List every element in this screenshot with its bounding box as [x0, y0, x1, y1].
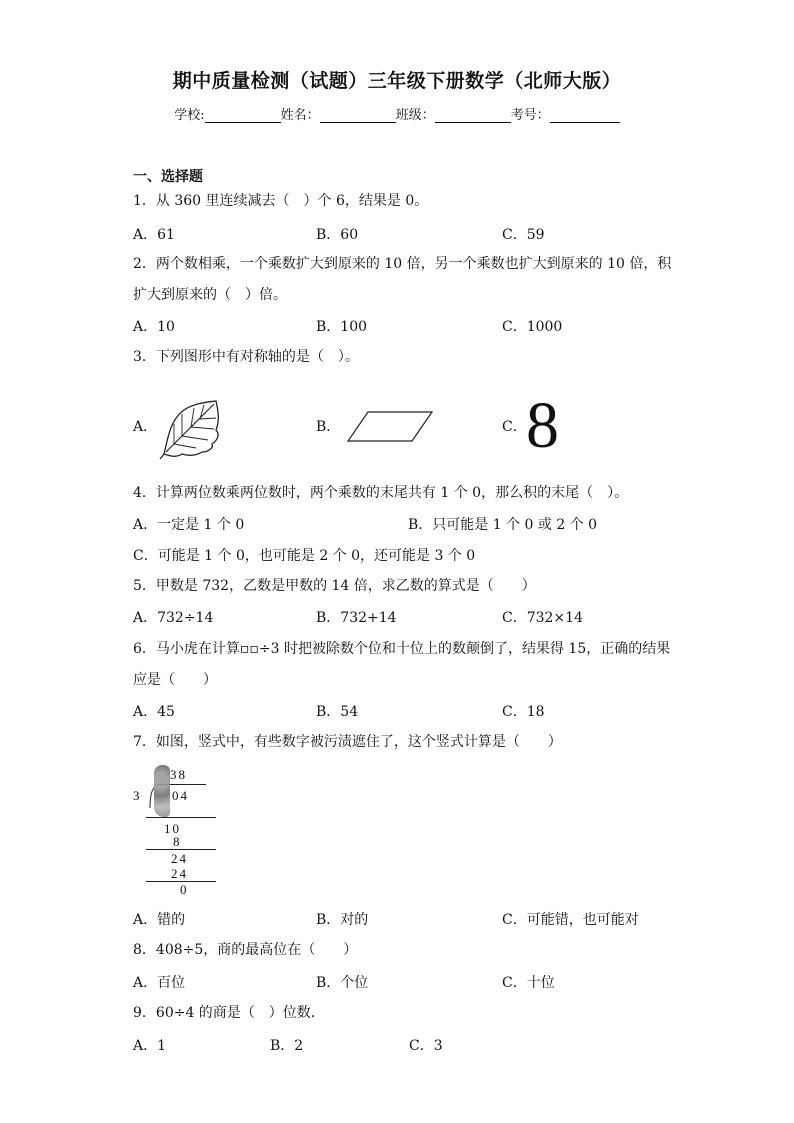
q4-option-c: C．可能是 1 个 0，也可能是 2 个 0，还可能是 3 个 0	[133, 548, 476, 564]
q5-option-b: B．732+14	[316, 610, 397, 626]
q6-option-a: A．45	[133, 704, 175, 720]
division-line-1	[146, 817, 216, 818]
division-step-1: 10	[164, 821, 181, 836]
school-label: 学校:	[174, 108, 205, 123]
number-label: 考号：	[510, 108, 550, 123]
q4-option-b: B．只可能是 1 个 0 或 2 个 0	[408, 517, 598, 533]
q7-option-b: B．对的	[316, 912, 369, 928]
question-2-line2: 扩大到原来的（ ）倍。	[133, 287, 287, 303]
question-1: 1．从 360 里连续减去（ ）个 6，结果是 0。	[133, 193, 429, 209]
q7-option-a: A．错的	[133, 912, 186, 928]
school-blank	[205, 108, 281, 123]
q3-option-a: A．	[133, 419, 158, 435]
parallelogram-figure	[346, 410, 436, 444]
q7-option-c: C．可能错，也可能对	[502, 912, 639, 928]
class-blank	[435, 108, 511, 123]
q8-option-a: A．百位	[133, 975, 186, 991]
division-quotient: 38	[170, 767, 187, 782]
question-2-line1: 2．两个数相乘，一个乘数扩大到原来的 10 倍，另一个乘数也扩大到原来的 10 倍，积	[133, 256, 672, 272]
division-step-4: 24	[171, 866, 188, 881]
question-4: 4．计算两位数乘两位数时，两个乘数的末尾共有 1 个 0，那么积的末尾（ ）。	[133, 485, 629, 501]
q8-option-c: C．十位	[502, 975, 555, 991]
division-step-2: 8	[173, 834, 180, 849]
division-divisor: 3	[133, 788, 140, 803]
q9-option-b: B．2	[270, 1038, 304, 1054]
student-info-line	[0, 104, 794, 123]
q5-option-a: A．732÷14	[133, 610, 214, 626]
division-step-3: 24	[171, 851, 188, 866]
question-6-line1: 6．马小虎在计算▫▫÷3 时把被除数个位和十位上的数颠倒了，结果得 15，正确的结果	[133, 641, 671, 657]
question-7: 7．如图，竖式中，有些数字被污渍遮住了，这个竖式计算是（ ）	[133, 734, 562, 750]
division-remainder: 0	[180, 882, 187, 897]
question-6-line2: 应是（ ）	[133, 672, 217, 688]
division-dividend: 04	[172, 788, 189, 803]
q3-option-c: C．	[502, 419, 527, 435]
q2-option-c: C．1000	[502, 319, 563, 335]
q2-option-b: B．100	[316, 319, 368, 335]
q1-option-a: A．61	[133, 227, 175, 243]
section-title: 一、选择题	[133, 169, 203, 185]
question-8: 8．408÷5，商的最高位在（ ）	[133, 942, 358, 958]
question-5: 5．甲数是 732，乙数是甲数的 14 倍，求乙数的算式是（ ）	[133, 578, 536, 594]
q8-option-b: B．个位	[316, 975, 369, 991]
page-title: 期中质量检测（试题）三年级下册数学（北师大版）	[172, 70, 622, 92]
name-blank	[320, 108, 396, 123]
q4-option-a: A．一定是 1 个 0	[133, 517, 245, 533]
q3-option-b: B．	[316, 419, 341, 435]
q9-option-c: C．3	[409, 1038, 443, 1054]
q6-option-b: B．54	[316, 704, 359, 720]
stain-blot	[154, 765, 170, 817]
question-3: 3．下列图形中有对称轴的是（ ）。	[133, 349, 359, 365]
q1-option-b: B．60	[316, 227, 359, 243]
q1-option-c: C．59	[502, 227, 545, 243]
q9-option-a: A．1	[133, 1038, 167, 1054]
class-label: 班级：	[395, 108, 435, 123]
number-blank	[550, 108, 620, 123]
division-line-2	[146, 849, 216, 850]
q5-option-c: C．732×14	[502, 610, 583, 626]
q2-option-a: A．10	[133, 319, 175, 335]
digit-8-figure: 8	[526, 389, 559, 462]
q6-option-c: C．18	[502, 704, 545, 720]
leaf-figure	[158, 398, 224, 460]
name-label: 姓名：	[280, 108, 320, 123]
question-9: 9．60÷4 的商是（ ）位数．	[133, 1005, 325, 1021]
long-division-figure	[128, 763, 228, 899]
